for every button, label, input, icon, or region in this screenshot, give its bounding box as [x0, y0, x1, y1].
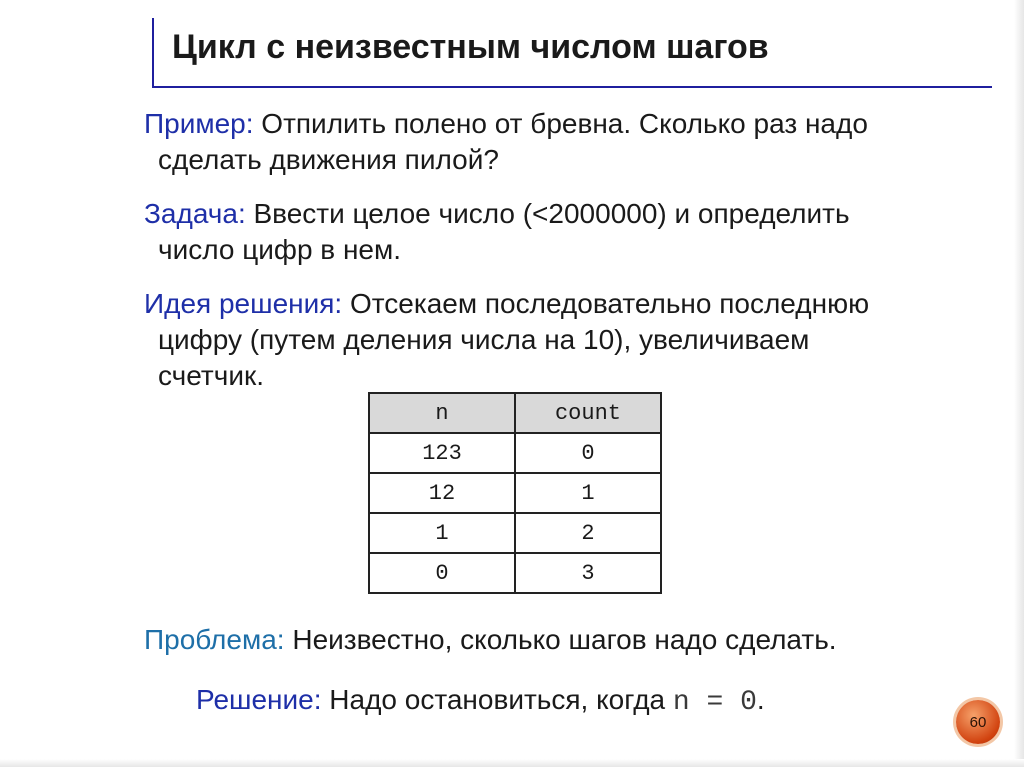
- page-number: 60: [969, 713, 987, 731]
- cell-n: 0: [369, 553, 515, 593]
- idea-text-line1: Отсекаем последовательно последнюю: [342, 288, 870, 319]
- cell-n: 12: [369, 473, 515, 513]
- example-text-line1: Отпилить полено от бревна. Сколько раз надо: [253, 108, 868, 139]
- idea-label: Идея решения:: [144, 288, 343, 319]
- example-text-line2: сделать движения пилой?: [158, 144, 499, 175]
- solution-text: Надо остановиться, когда: [321, 684, 673, 715]
- idea-text-line2: цифру (путем деления числа на 10), увеличиваем: [158, 324, 810, 355]
- trace-table: [368, 392, 662, 594]
- header-count: count: [515, 393, 661, 433]
- table-row: [369, 553, 661, 593]
- title-vertical-rule: [152, 18, 154, 88]
- idea-paragraph: [144, 286, 964, 394]
- cell-n: 123: [369, 433, 515, 473]
- problem-text: Неизвестно, сколько шагов надо сделать.: [284, 624, 837, 655]
- header-n: n: [369, 393, 515, 433]
- task-text-line2: число цифр в нем.: [158, 234, 402, 265]
- cell-count: 2: [515, 513, 661, 553]
- task-label: Задача:: [144, 198, 246, 229]
- problem-paragraph: [144, 622, 964, 658]
- problem-label: Проблема:: [144, 624, 285, 655]
- cell-n: 1: [369, 513, 515, 553]
- task-paragraph: [144, 196, 964, 268]
- page-number-badge: [956, 700, 1000, 744]
- table-row: [369, 433, 661, 473]
- solution-paragraph: [196, 682, 1016, 721]
- solution-label: Решение:: [196, 684, 322, 715]
- title-underline: [152, 86, 992, 88]
- cell-count: 0: [515, 433, 661, 473]
- solution-code: n = 0: [672, 687, 757, 718]
- trace-table-header-row: [369, 393, 661, 433]
- page-edge-shadow-bottom: [0, 759, 1024, 767]
- table-row: [369, 473, 661, 513]
- task-text-line1: Ввести целое число (<2000000) и определить: [245, 198, 850, 229]
- example-label: Пример:: [144, 108, 254, 139]
- slide-title: Цикл с неизвестным числом шагов: [172, 28, 769, 66]
- cell-count: 1: [515, 473, 661, 513]
- page-edge-shadow-right: [1014, 0, 1024, 767]
- cell-count: 3: [515, 553, 661, 593]
- idea-text-line3: счетчик.: [158, 360, 264, 391]
- example-paragraph: [144, 106, 964, 178]
- solution-end: .: [756, 684, 765, 715]
- table-row: [369, 513, 661, 553]
